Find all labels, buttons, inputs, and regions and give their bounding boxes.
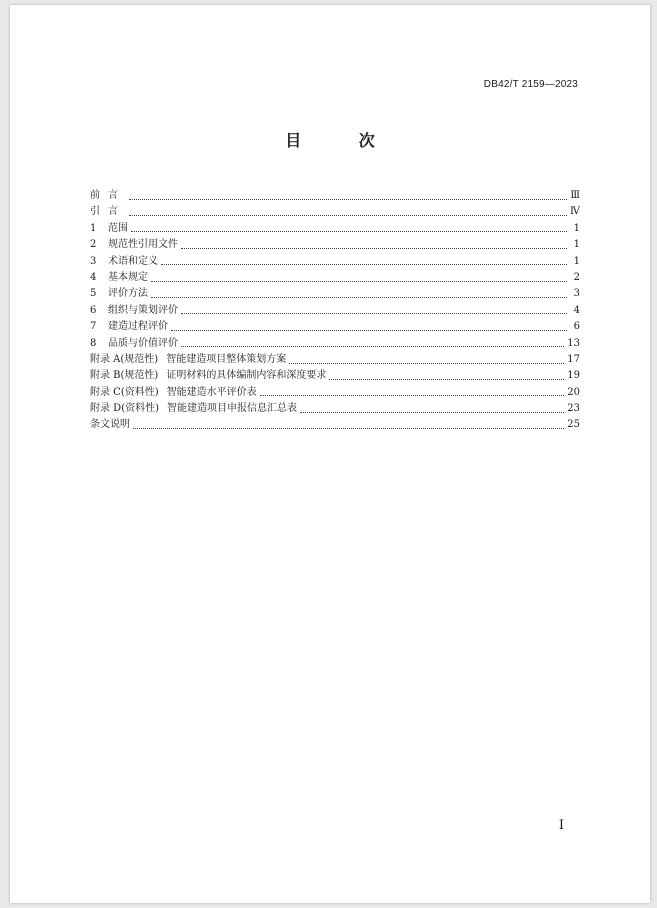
toc-entry[interactable]	[90, 254, 580, 270]
toc-entry[interactable]	[90, 319, 580, 335]
toc-entry[interactable]	[90, 385, 580, 401]
toc-entry-annex: 附录 B(规范性)	[90, 370, 159, 382]
toc-entry-label: 组织与策划评价	[108, 304, 178, 316]
toc-leader-dots	[181, 313, 567, 314]
toc-entry-label: 评价方法	[108, 288, 148, 300]
toc-entry-number: 2	[90, 239, 97, 251]
toc-entry-label: 前言	[90, 190, 126, 201]
toc-leader-dots	[171, 330, 567, 331]
toc-leader-dots	[131, 231, 567, 232]
toc-leader-dots	[161, 264, 567, 265]
toc-leader-dots	[289, 363, 564, 364]
document-code: DB42/T 2159—2023	[483, 79, 578, 90]
toc-entry-page: 1	[573, 239, 580, 251]
toc-entry-page: 3	[573, 288, 580, 300]
toc-entry-page: 19	[567, 370, 580, 382]
toc-entry-page: 6	[573, 321, 580, 333]
toc-entry-number: 3	[90, 255, 97, 267]
toc-entry[interactable]	[90, 286, 580, 302]
toc-leader-dots	[151, 297, 567, 298]
toc-entry-page: 4	[573, 304, 580, 316]
toc-entry-label: 条文说明	[90, 419, 130, 431]
toc-entry-annex: 附录 A(规范性)	[90, 353, 159, 365]
toc-leader-dots	[181, 346, 564, 347]
page-title: 目 次	[285, 131, 401, 150]
toc-entry[interactable]	[90, 237, 580, 253]
toc-entry-page: Ⅳ	[570, 206, 580, 218]
toc-entry-label: 规范性引用文件	[108, 239, 178, 251]
toc-entry-label: 术语和定义	[108, 255, 158, 267]
toc-leader-dots	[181, 248, 567, 249]
toc-leader-dots	[260, 395, 565, 396]
toc-leader-dots	[329, 379, 564, 380]
toc-entry[interactable]	[90, 204, 580, 220]
toc-entry-number: 4	[90, 271, 97, 283]
toc-entry[interactable]	[90, 401, 580, 417]
toc-leader-dots	[300, 412, 564, 413]
toc-entry-label: 范围	[108, 222, 128, 234]
toc-entry-label: 智能建造项目申报信息汇总表	[167, 403, 297, 415]
toc-leader-dots	[151, 281, 567, 282]
toc-leader-dots	[133, 428, 564, 429]
toc-entry[interactable]	[90, 188, 580, 204]
toc-entry[interactable]	[90, 352, 580, 368]
page-number: I	[558, 818, 564, 833]
toc-entry-annex: 附录 C(资料性)	[90, 386, 159, 398]
toc-entry[interactable]	[90, 417, 580, 433]
toc-entry-number: 6	[90, 304, 97, 316]
toc-leader-dots	[129, 199, 567, 200]
toc-entry-page: 1	[573, 222, 580, 234]
toc-entry-label: 智能建造项目整体策划方案	[166, 353, 287, 365]
document-page	[10, 5, 650, 903]
toc-entry[interactable]	[90, 336, 580, 352]
toc-entry-label: 引言	[90, 206, 126, 218]
toc-entry-page: 20	[567, 386, 580, 398]
toc-entry-number: 1	[90, 222, 97, 234]
toc-entry-label: 基本规定	[108, 271, 148, 283]
toc-entry-number: 7	[90, 321, 97, 333]
toc-entry-page: Ⅲ	[570, 190, 580, 201]
toc-entry-number: 5	[90, 288, 97, 300]
table-of-contents	[90, 188, 580, 434]
toc-entry-label: 品质与价值评价	[108, 337, 178, 349]
toc-entry-label: 建造过程评价	[108, 321, 168, 333]
toc-entry-page: 17	[567, 353, 580, 365]
toc-entry-page: 1	[573, 255, 580, 267]
toc-entry-page: 2	[573, 271, 580, 283]
toc-entry[interactable]	[90, 303, 580, 319]
toc-entry[interactable]	[90, 221, 580, 237]
toc-leader-dots	[129, 215, 567, 216]
toc-entry-page: 25	[567, 419, 580, 431]
toc-entry[interactable]	[90, 270, 580, 286]
toc-entry-label: 证明材料的具体编制内容和深度要求	[166, 370, 327, 382]
toc-entry-label: 智能建造水平评价表	[166, 386, 257, 398]
toc-entry-page: 13	[567, 337, 580, 349]
toc-entry-annex: 附录 D(资料性)	[90, 403, 159, 415]
toc-entry[interactable]	[90, 368, 580, 384]
toc-entry-number: 8	[90, 337, 97, 349]
toc-entry-page: 23	[567, 403, 580, 415]
